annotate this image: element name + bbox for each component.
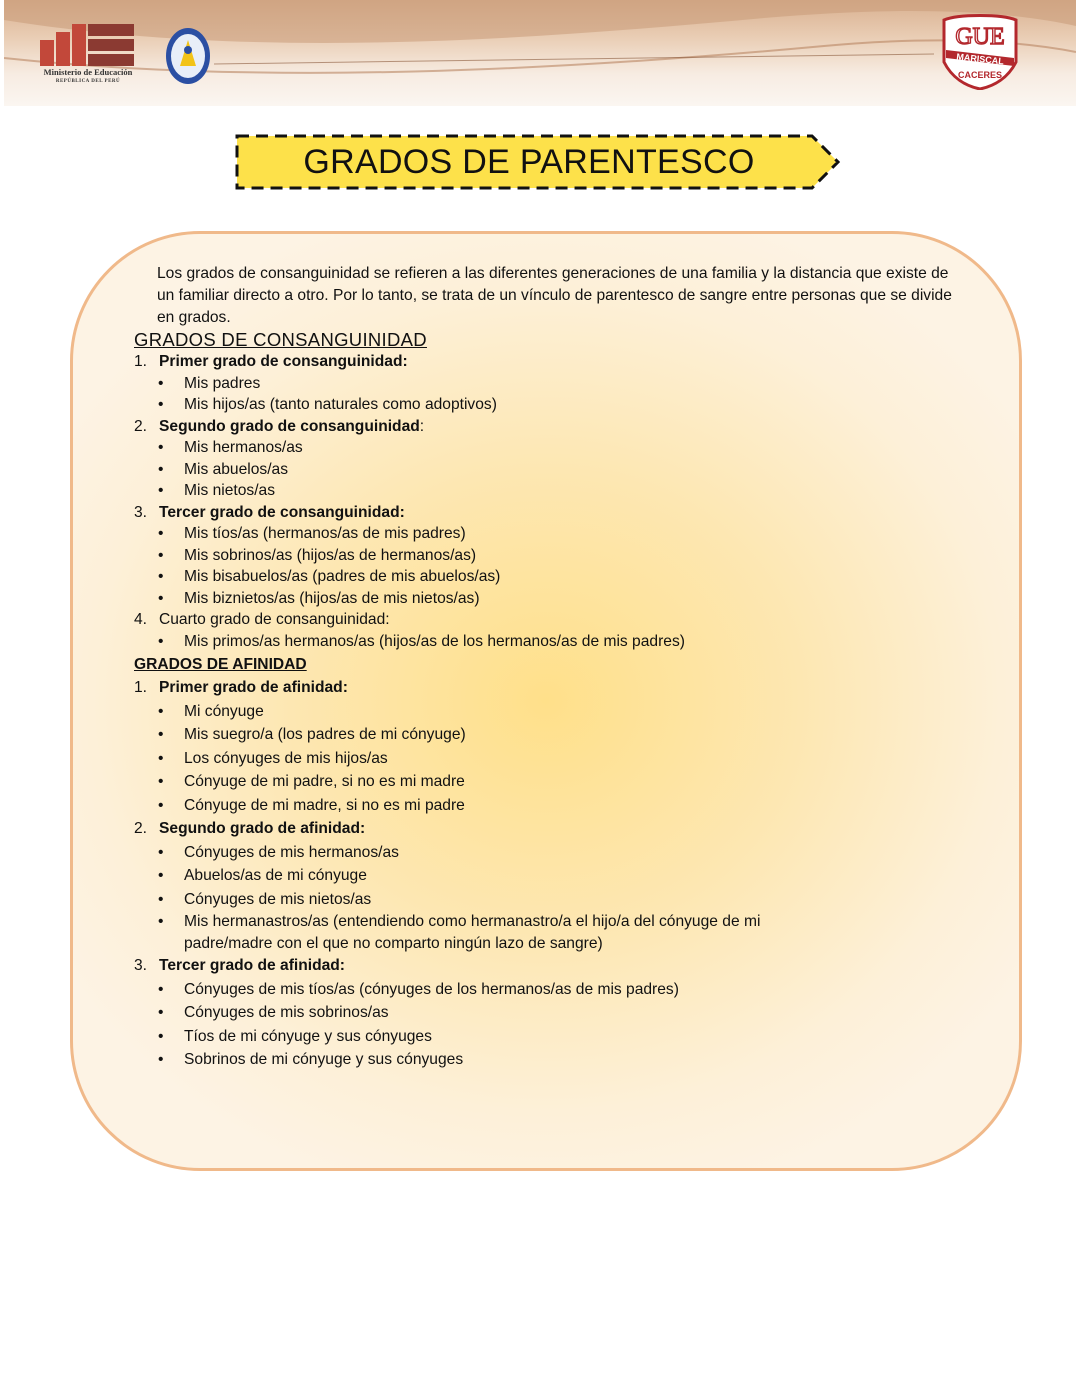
consanguinidad-heading: GRADOS DE CONSANGUINIDAD [134, 329, 427, 350]
bullet-item: • Mis primos/as hermanos/as (hijos/as de los hermanos/as de mis padres) [134, 631, 974, 653]
bullet-item: • Sobrinos de mi cónyuge y sus cónyuges [134, 1048, 974, 1072]
bullet-item: • Abuelos/as de mi cónyuge [134, 864, 974, 888]
list-item [134, 954, 974, 978]
list-item [134, 676, 974, 700]
item-label: Tercer grado de consanguinidad: [159, 503, 405, 521]
item-label: Segundo grado de consanguinidad [159, 417, 420, 435]
school-badge-letters: GUE [955, 24, 1005, 50]
afinidad-section [134, 654, 974, 1072]
regional-seal-icon [164, 26, 212, 86]
item-number: 2. [134, 417, 148, 435]
school-badge-mariscal: MARISCAL [955, 51, 1005, 67]
bullet-item: • Mis hermanastros/as (entendiendo como hermanastro/a el hijo/a del cónyuge de mi padre/madre con el que no comparto ningún lazo de sangre) [134, 911, 824, 954]
bullet-list [134, 523, 974, 609]
bullet-item: • Cónyuge de mi madre, si no es mi padre [134, 794, 974, 818]
bullet-list [134, 437, 974, 502]
list-item [134, 351, 974, 373]
item-number: 3. [134, 957, 148, 974]
afinidad-heading: GRADOS DE AFINIDAD [134, 656, 307, 673]
list-item [134, 817, 974, 841]
consanguinidad-section [134, 329, 974, 652]
item-label: Tercer grado de afinidad: [159, 957, 346, 974]
item-number: 1. [134, 679, 148, 696]
consanguinidad-list [134, 351, 974, 652]
bullet-item: • Mi cónyuge [134, 700, 974, 724]
bullet-item: • Mis abuelos/as [134, 459, 974, 481]
bullet-item: • Mis suegro/a (los padres de mi cónyuge) [134, 723, 974, 747]
page-header [4, 0, 1076, 106]
bullet-list [134, 978, 974, 1072]
item-label: Primer grado de consanguinidad: [159, 353, 408, 370]
bullet-item: • Mis padres [134, 373, 974, 395]
item-number: 3. [134, 503, 148, 521]
item-number: 4. [134, 611, 148, 628]
list-item [134, 416, 974, 438]
bullet-list [134, 841, 974, 955]
bullet-item: • Cónyuges de mis hermanos/as [134, 841, 974, 865]
intro-paragraph: Los grados de consanguinidad se refieren a las diferentes generaciones de una familia y la distancia que existe de un familiar directo a otro. Por lo tanto, se trata de un vínculo de parentesco de sangre entre personas que se divide en grados. [157, 265, 952, 326]
list-item [134, 502, 974, 524]
ministry-subtitle: REPÚBLICA DEL PERÚ [55, 79, 121, 84]
bullet-item: • Cónyuges de mis nietos/as [134, 888, 974, 912]
ministry-caption [38, 68, 138, 86]
bullet-item: • Mis hermanos/as [134, 437, 974, 459]
school-badge-caceres: CACERES [957, 70, 1003, 80]
item-number: 2. [134, 820, 148, 837]
ministry-name: Ministerio de Educación [43, 67, 133, 77]
bullet-item: • Cónyuge de mi padre, si no es mi madre [134, 770, 974, 794]
content-body [134, 263, 974, 1072]
item-label: Primer grado de afinidad: [159, 679, 348, 696]
bullet-list [134, 631, 974, 653]
title-banner [234, 132, 842, 192]
bullet-list [134, 373, 974, 416]
item-label-suffix: : [419, 417, 425, 435]
bullet-item: • Mis tíos/as (hermanos/as de mis padres) [134, 523, 974, 545]
bullet-item: • Mis sobrinos/as (hijos/as de hermanos/as) [134, 545, 974, 567]
ministry-logo [38, 22, 138, 88]
bullet-item: • Mis nietos/as [134, 480, 974, 502]
ministry-bars-icon [38, 22, 138, 68]
afinidad-list [134, 676, 974, 1072]
item-label: Cuarto grado de consanguinidad: [159, 611, 390, 628]
bullet-list [134, 700, 974, 818]
bullet-item: • Mis hijos/as (tanto naturales como adoptivos) [134, 394, 974, 416]
bullet-item: • Cónyuges de mis tíos/as (cónyuges de los hermanos/as de mis padres) [134, 978, 974, 1002]
bullet-item: • Tíos de mi cónyuge y sus cónyuges [134, 1025, 974, 1049]
item-number: 1. [134, 353, 148, 370]
bullet-item: • Cónyuges de mis sobrinos/as [134, 1001, 974, 1025]
page-title: GRADOS DE PARENTESCO [303, 142, 755, 181]
list-item [134, 609, 974, 631]
bullet-item: • Mis bisabuelos/as (padres de mis abuelos/as) [134, 566, 974, 588]
bullet-item: • Los cónyuges de mis hijos/as [134, 747, 974, 771]
school-badge-icon [938, 14, 1022, 90]
item-label: Segundo grado de afinidad: [159, 820, 366, 837]
bullet-item: • Mis biznietos/as (hijos/as de mis nietos/as) [134, 588, 974, 610]
